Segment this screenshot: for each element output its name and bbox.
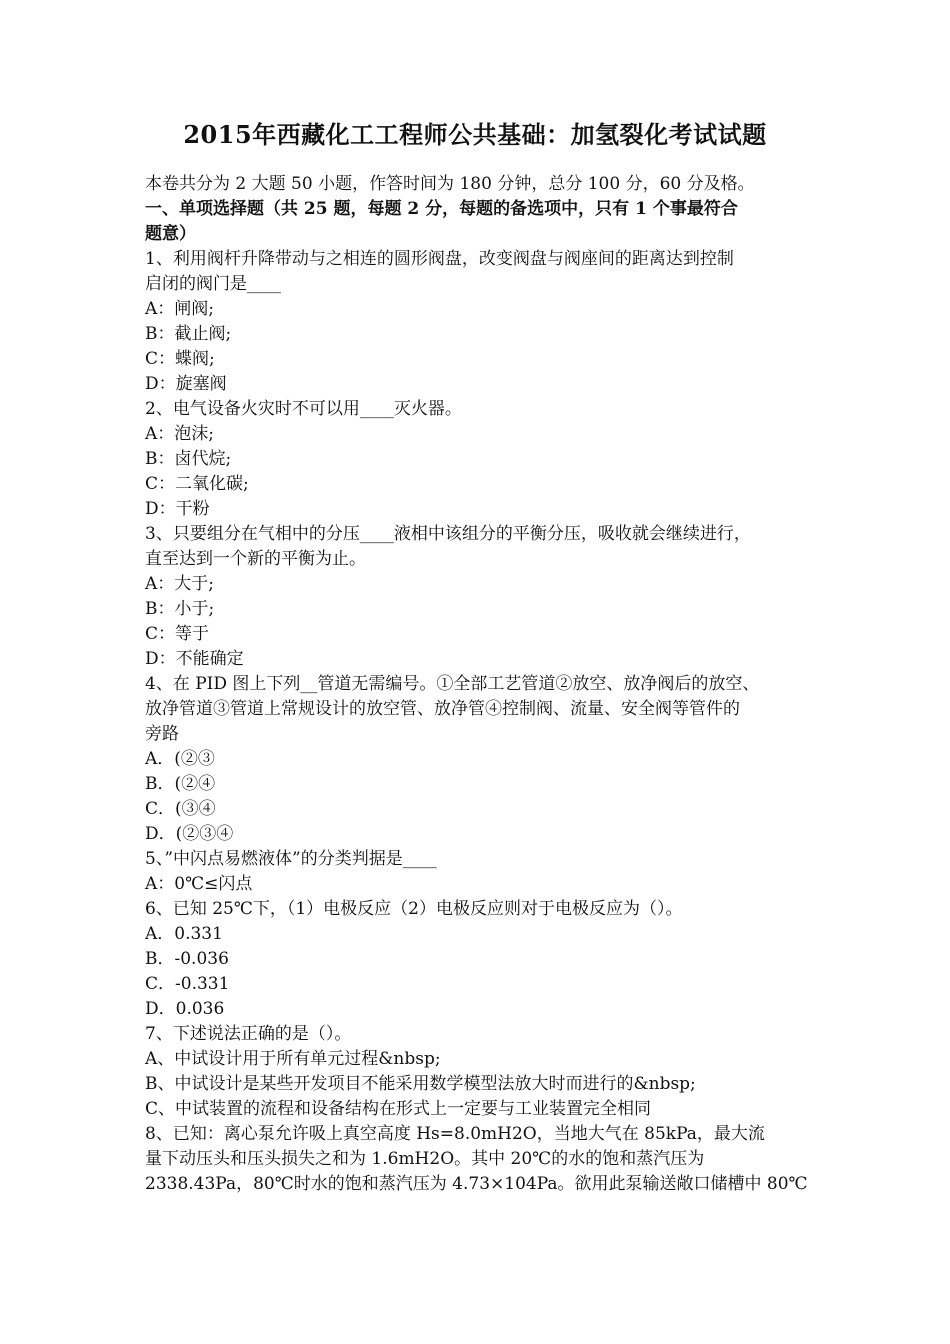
text-line: B．-0.036 xyxy=(145,949,229,969)
text-line: 题意） xyxy=(145,224,196,244)
text-line: D．0.036 xyxy=(145,999,225,1019)
text-line: C、中试装置的流程和设备结构在形式上一定要与工业装置完全相同 xyxy=(145,1099,652,1119)
text-line: C．(③④ xyxy=(145,799,216,819)
text-line: A、中试设计用于所有单元过程&nbsp; xyxy=(145,1049,441,1069)
text-line: B．(②④ xyxy=(145,774,216,794)
text-line: C：等于 xyxy=(145,624,210,644)
text-line: 1、利用阀杆升降带动与之相连的圆形阀盘，改变阀盘与阀座间的距离达到控制 xyxy=(145,249,734,269)
text-line: 本卷共分为 2 大题 50 小题，作答时间为 180 分钟，总分 100 分，60 分及格。 xyxy=(145,174,755,194)
text-line: 直至达到一个新的平衡为止。 xyxy=(145,549,366,569)
text-line: 2338.43Pa，80℃时水的饱和蒸汽压为 4.73×104Pa。欲用此泵输送敞口储槽中 80℃ xyxy=(145,1174,808,1194)
text-line: B：小于; xyxy=(145,599,215,619)
text-line: 放净管道③管道上常规设计的放空管、放净管④控制阀、流量、安全阀等管件的 xyxy=(145,699,740,719)
text-line: A．0.331 xyxy=(145,924,223,944)
text-line: D．(②③④ xyxy=(145,824,234,844)
text-line: B：截止阀; xyxy=(145,324,232,344)
text-line: B：卤代烷; xyxy=(145,449,232,469)
text-line: A．(②③ xyxy=(145,749,215,769)
text-line: 2、电气设备火灾时不可以用____灭火器。 xyxy=(145,399,462,419)
text-line: 8、已知：离心泵允许吸上真空高度 Hs=8.0mH2O，当地大气在 85kPa，最大流 xyxy=(145,1124,765,1144)
text-line: 4、在 PID 图上下列__管道无需编号。①全部工艺管道②放空、放净阀后的放空、 xyxy=(145,674,760,694)
text-line: 量下动压头和压头损失之和为 1.6mH2O。其中 20℃的水的饱和蒸汽压为 xyxy=(145,1149,705,1169)
text-line: A：0℃≤闪点 xyxy=(145,874,253,894)
text-line: B、中试设计是某些开发项目不能采用数学模型法放大时而进行的&nbsp; xyxy=(145,1074,696,1094)
text-line: D：旋塞阀 xyxy=(145,374,227,394)
text-line: 一、单项选择题（共 25 题，每题 2 分，每题的备选项中，只有 1 个事最符合 xyxy=(145,199,738,219)
text-line: D：不能确定 xyxy=(145,649,244,669)
text-line: A：闸阀; xyxy=(145,299,215,319)
text-line: C：蝶阀; xyxy=(145,349,215,369)
text-line: 启闭的阀门是____ xyxy=(145,274,281,294)
text-line: 旁路 xyxy=(145,724,179,744)
text-line: D：干粉 xyxy=(145,499,210,519)
text-line: A：大于; xyxy=(145,574,215,594)
text-line: 5、”中闪点易燃液体”的分类判据是____ xyxy=(145,849,437,869)
text-line: A：泡沫; xyxy=(145,424,215,444)
text-line: 7、下述说法正确的是（）。 xyxy=(145,1024,352,1044)
text-line: 6、已知 25℃下，（1）电极反应（2）电极反应则对于电极反应为（）。 xyxy=(145,899,683,919)
page-title: 2015年西藏化工工程师公共基础：加氢裂化考试试题 xyxy=(183,120,767,149)
text-line: C：二氧化碳; xyxy=(145,474,249,494)
text-line: C．-0.331 xyxy=(145,974,230,994)
text-line: 3、只要组分在气相中的分压____液相中该组分的平衡分压，吸收就会继续进行， xyxy=(145,524,751,544)
document-body xyxy=(145,172,815,1197)
